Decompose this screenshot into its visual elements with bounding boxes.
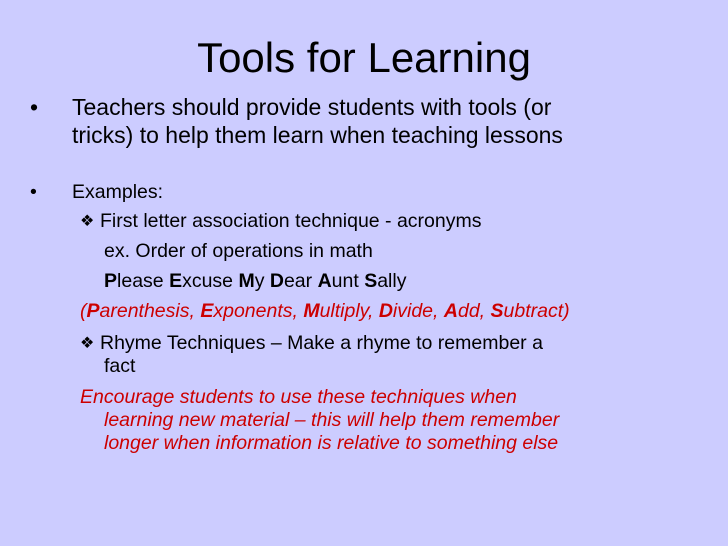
- sub-bullet-rhyme-line2: fact: [104, 355, 136, 377]
- expansion-initial: D: [378, 300, 393, 322]
- bullet-examples: [30, 180, 163, 204]
- diamond-bullet-icon: ❖: [80, 335, 95, 352]
- bullet-marker: •: [30, 94, 39, 120]
- encourage-line1: Encourage students to use these techniques when: [80, 386, 517, 408]
- expansion-initial: P: [86, 300, 100, 322]
- expansion-word-rest: ivide,: [392, 300, 444, 322]
- expansion-word-rest: ubtract: [503, 300, 564, 322]
- expansion-word-rest: ultiply,: [319, 300, 379, 322]
- mnemonic-word-rest: xcuse: [182, 270, 239, 292]
- mnemonic-word-rest: lease: [117, 270, 170, 292]
- expansion-close-paren: ): [563, 300, 570, 322]
- expansion-word-rest: arenthesis,: [99, 300, 201, 322]
- mnemonic-initial: D: [269, 270, 284, 292]
- mnemonic-initial: S: [364, 270, 378, 292]
- expansion-word-rest: dd,: [457, 300, 491, 322]
- mnemonic-initial: M: [238, 270, 255, 292]
- expansion-initial: M: [303, 300, 320, 322]
- mnemonic-initial: A: [317, 270, 332, 292]
- mnemonic-word-rest: unt: [331, 270, 365, 292]
- expansion-word-rest: xponents,: [213, 300, 304, 322]
- bullet-teachers: [30, 93, 563, 149]
- sub-bullet-acronyms: [80, 209, 482, 234]
- mnemonic-word-rest: y: [254, 270, 270, 292]
- expansion-open-paren: (: [80, 300, 87, 322]
- example-line: ex. Order of operations in math: [104, 240, 373, 262]
- mnemonic-word-rest: ear: [283, 270, 318, 292]
- mnemonic-line: [104, 269, 406, 293]
- expansion-initial: A: [443, 300, 458, 322]
- encourage-line3: longer when information is relative to something else: [104, 432, 559, 454]
- mnemonic-expansion: [80, 299, 570, 323]
- expansion-initial: E: [200, 300, 214, 322]
- encourage-line2: learning new material – this will help them remember: [104, 409, 560, 431]
- slide-title: Tools for Learning: [197, 34, 531, 81]
- bullet-examples-text: Examples:: [72, 181, 164, 203]
- mnemonic-word-rest: ally: [377, 270, 407, 292]
- mnemonic-initial: E: [169, 270, 183, 292]
- sub-bullet-acronyms-text: First letter association technique - acronyms: [100, 210, 482, 232]
- bullet-teachers-line1: Teachers should provide students with tools (or: [72, 94, 552, 120]
- expansion-initial: S: [490, 300, 504, 322]
- mnemonic-initial: P: [104, 270, 118, 292]
- bullet-marker: •: [30, 181, 37, 203]
- bullet-teachers-line2: tricks) to help them learn when teaching lessons: [72, 122, 563, 148]
- sub-bullet-rhyme: [80, 331, 543, 356]
- diamond-bullet-icon: ❖: [80, 213, 95, 230]
- sub-bullet-rhyme-line1: Rhyme Techniques – Make a rhyme to remember a: [100, 332, 543, 354]
